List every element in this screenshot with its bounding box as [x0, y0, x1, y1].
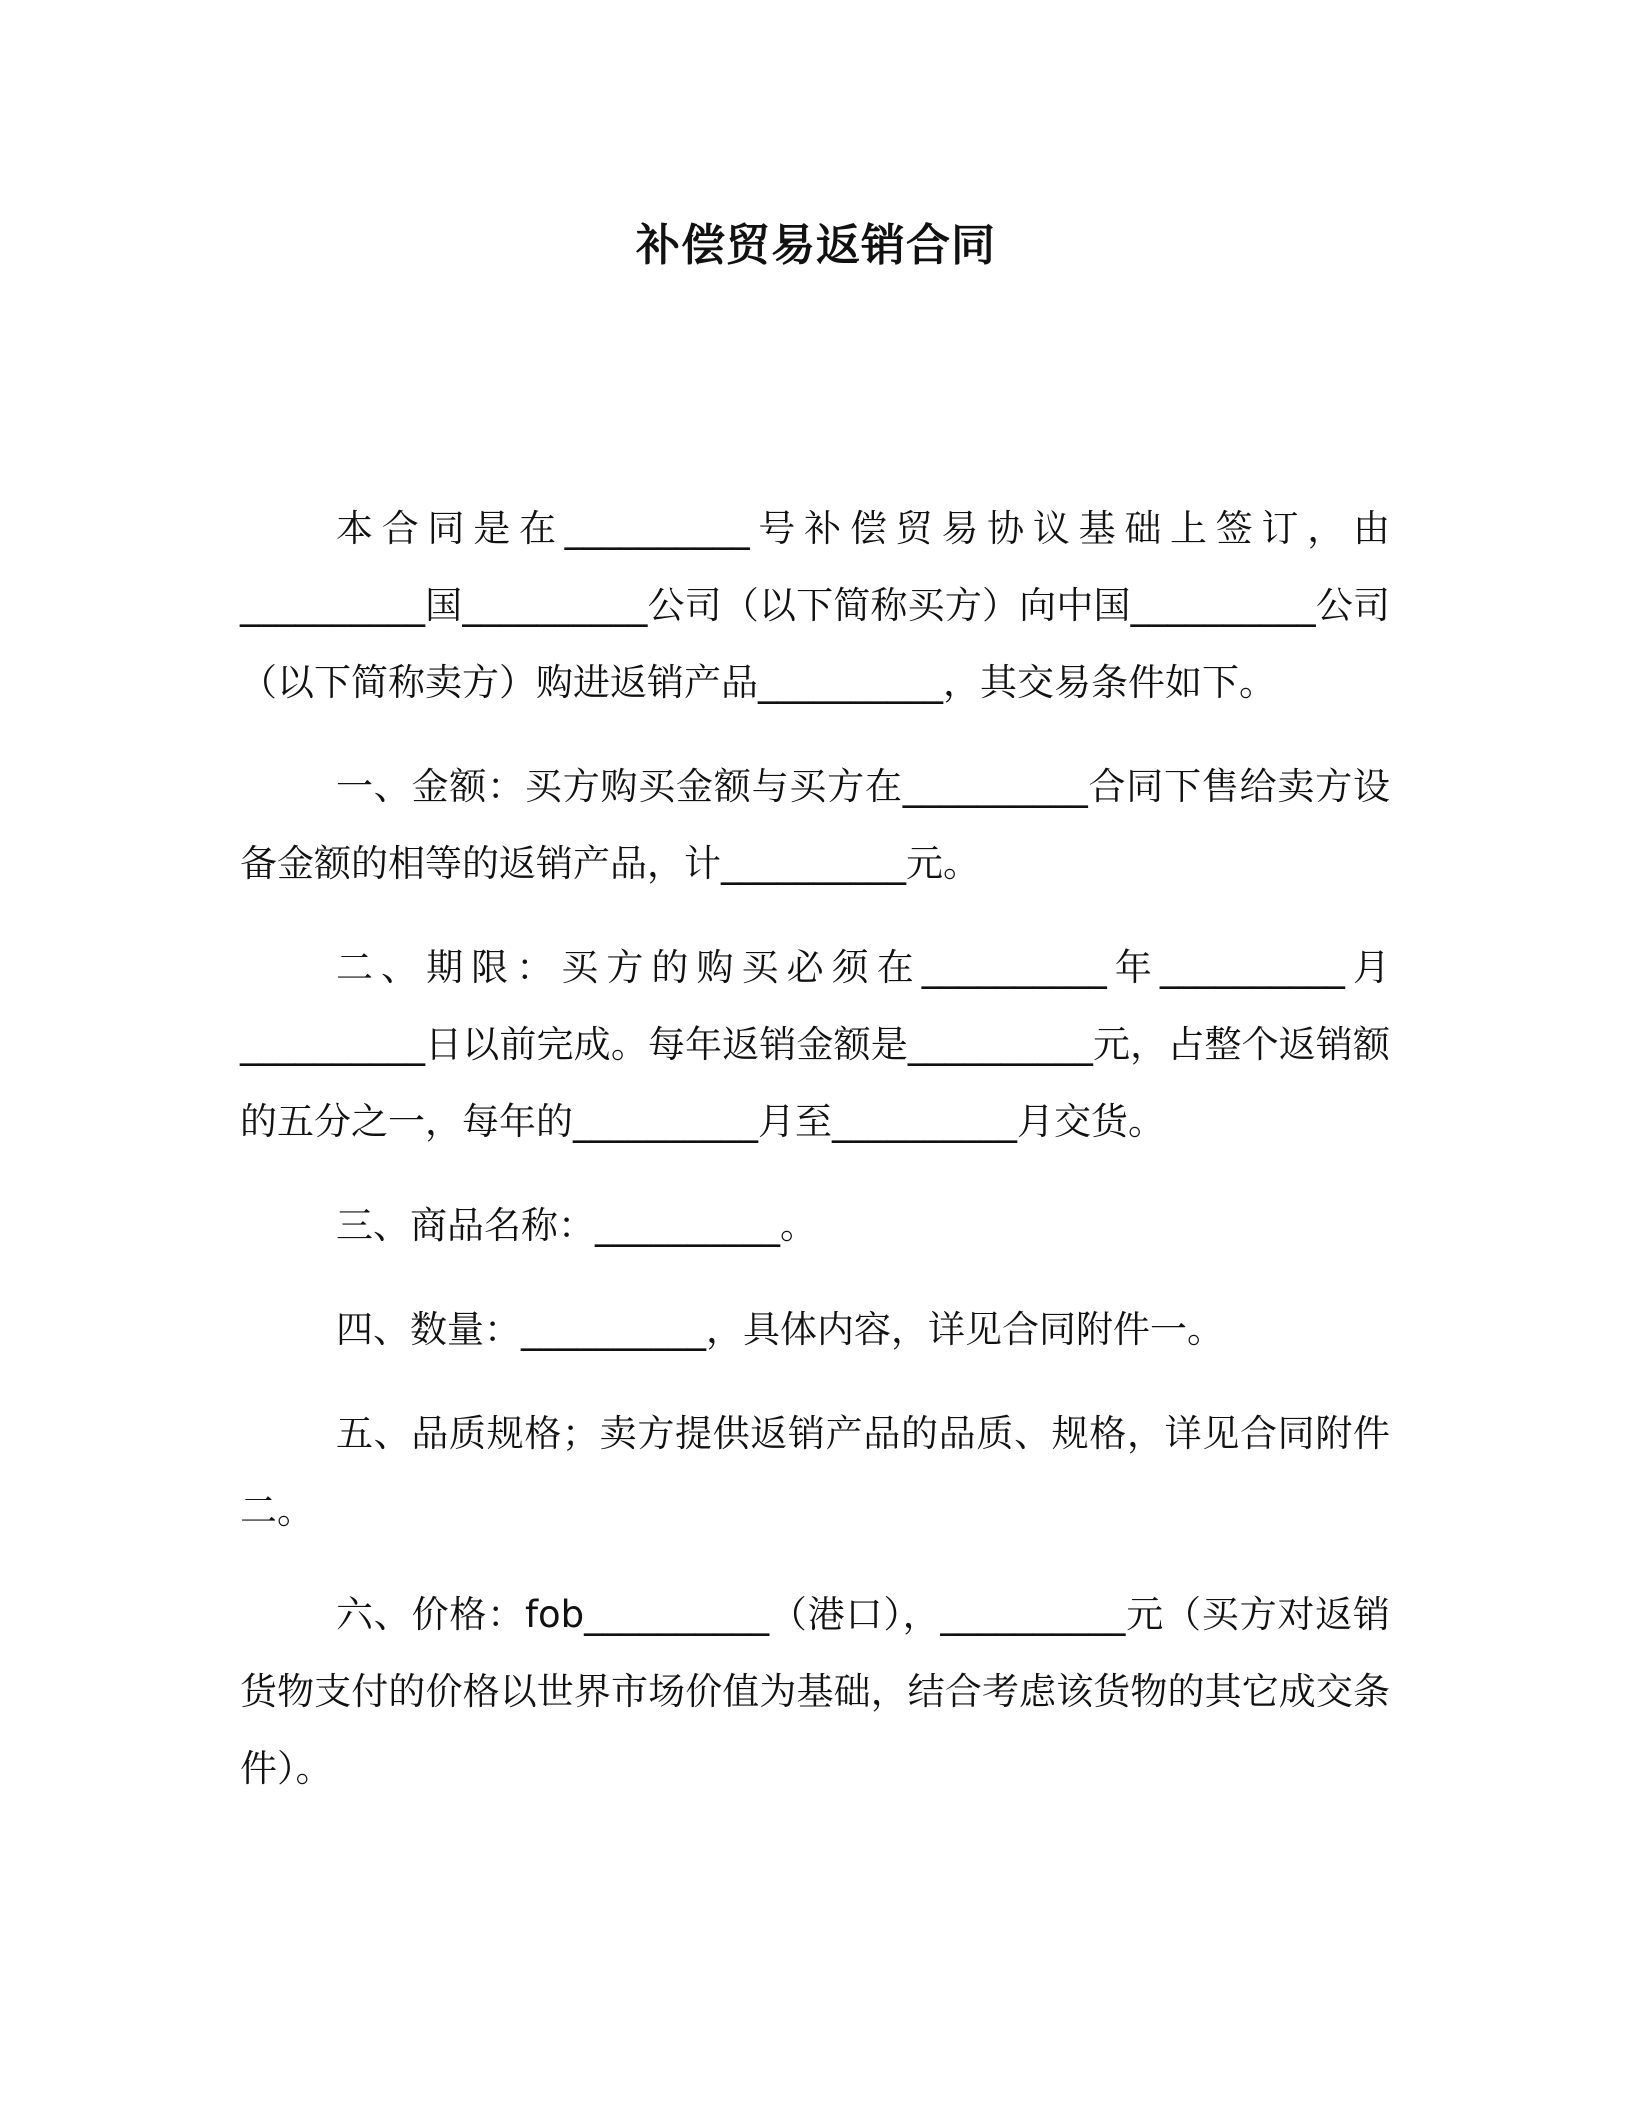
clause-price: 六、价格：fob__________（港口），__________元（买方对返销货物支付的价格以世界市场价值为基础，结合考虑该货物的其它成交条件）。 — [240, 1593, 1390, 1790]
intro-paragraph: 本合同是在__________号补偿贸易协议基础上签订，由__________国__________公司（以下简称买方）向中国__________公司（以下简称卖方）购进返销产品__________，其交易条件如下。 — [240, 507, 1390, 704]
document-title: 补偿贸易返销合同 — [636, 220, 996, 271]
clause-product-name: 三、商品名称：__________。 — [336, 1204, 817, 1247]
clause-amount: 一、金额：买方购买金额与买方在__________合同下售给卖方设备金额的相等的返销产品，计__________元。 — [240, 765, 1390, 885]
clause-quality-spec: 五、品质规格；卖方提供返销产品的品质、规格，详见合同附件二。 — [240, 1412, 1390, 1532]
document-body — [240, 490, 1390, 1834]
clause-term: 二、期限：买方的购买必须在__________年__________月__________日以前完成。每年返销金额是__________元，占整个返销额的五分之一，每年的__________月至__________月交货。 — [240, 946, 1390, 1143]
clause-quantity: 四、数量：__________，具体内容，详见合同附件一。 — [336, 1308, 1224, 1351]
